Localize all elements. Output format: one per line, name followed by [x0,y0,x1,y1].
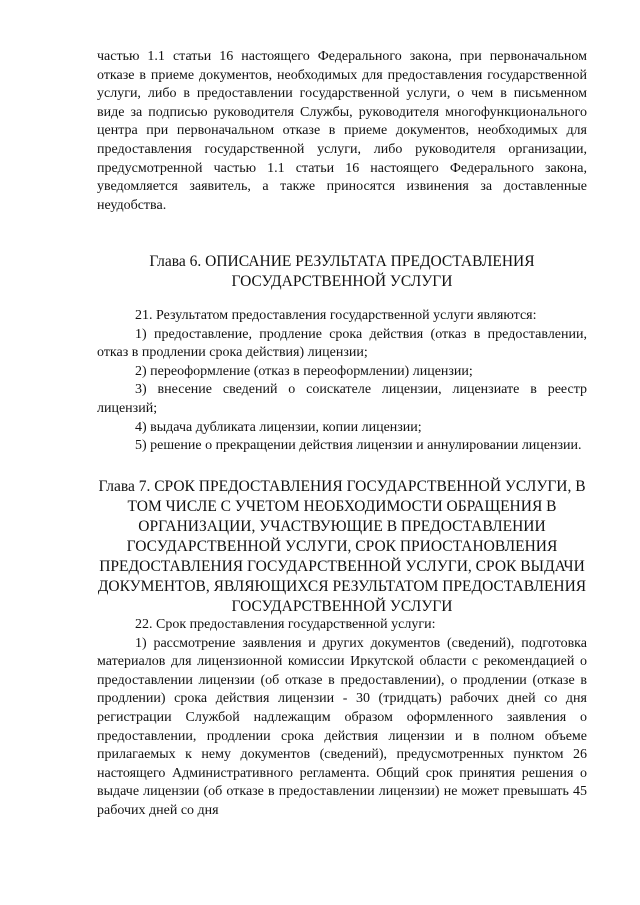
chapter-7-body [97,616,587,821]
result-item-3: 3) внесение сведений о соискателе лицензии, лицензиате в реестр лицензий; [97,382,587,416]
result-item-2: 2) переоформление (отказ в переоформлении) лицензии; [135,363,473,379]
result-item-5: 5) решение о прекращении действия лицензии и аннулировании лицензии. [135,438,582,454]
paragraph-22: 22. Срок предоставления государственной услуги: [135,617,436,632]
chapter-6-body [97,307,587,456]
chapter-7-title: Глава 7. СРОК ПРЕДОСТАВЛЕНИЯ ГОСУДАРСТВЕННОЙ УСЛУГИ, В ТОМ ЧИСЛЕ С УЧЕТОМ НЕОБХОДИМОСТИ ОБРАЩЕНИЯ В ОРГАНИЗАЦИИ, УЧАСТВУЮЩИЕ В ПРЕДОСТАВЛЕНИИ ГОСУДАРСТВЕННОЙ УСЛУГИ, СРОК ПРИОСТАНОВЛЕНИЯ ПРЕДОСТАВЛЕНИЯ ГОСУДАРСТВЕННОЙ УСЛУГИ, СРОК ВЫДАЧИ ДОКУМЕНТОВ, ЯВЛЯЮЩИХСЯ РЕЗУЛЬТАТОМ ПРЕДОСТАВЛЕНИЯ ГОСУДАРСТВЕННОЙ УСЛУГИ [97,478,587,615]
result-item-1: 1) предоставление, продление срока действия (отказ в предоставлении, отказ в продлении срока действия) лицензии; [97,326,587,361]
paragraph-21: 21. Результатом предоставления государственной услуги являются: [135,308,537,323]
result-item-4: 4) выдача дубликата лицензии, копии лицензии; [135,419,422,435]
term-item-1: 1) рассмотрение заявления и других документов (сведений), подготовка материалов для лицензионной комиссии Иркутской области с рекомендацией о предоставлении лицензии (об отказе в предоставлении), о продлении (отказе в продлении) срока действия лицензии - 30 (тридцать) рабочих дней со дня регистрации Службой надлежащим образом оформленного заявления о предоставлении, продлении срока действия лицензии и в полном объеме прилагаемых к нему документов (сведений), предусмотренных пунктом 26 настоящего Административного регламента. Общий срок принятия решения о выдаче лицензии (об отказе в предоставлении лицензии) не может превышать 45 рабочих дней со дня [97,635,587,818]
intro-paragraph: частью 1.1 статьи 16 настоящего Федерального закона, при первоначальном отказе в приеме документов, необходимых для предоставления государственной услуги, либо в предоставлении государственной услуги, о чем в письменном виде за подписью руководителя Службы, руководителя многофункционального центра при первоначальном отказе в приеме документов, необходимых для предоставления государственной услуги, либо руководителя организации, предусмотренной частью 1.1 статьи 16 настоящего Федерального закона, уведомляется заявитель, а также приносятся извинения за доставленные неудобства. [97,49,587,213]
chapter-6-title: Глава 6. ОПИСАНИЕ РЕЗУЛЬТАТА ПРЕДОСТАВЛЕНИЯ ГОСУДАРСТВЕННОЙ УСЛУГИ [149,253,535,290]
